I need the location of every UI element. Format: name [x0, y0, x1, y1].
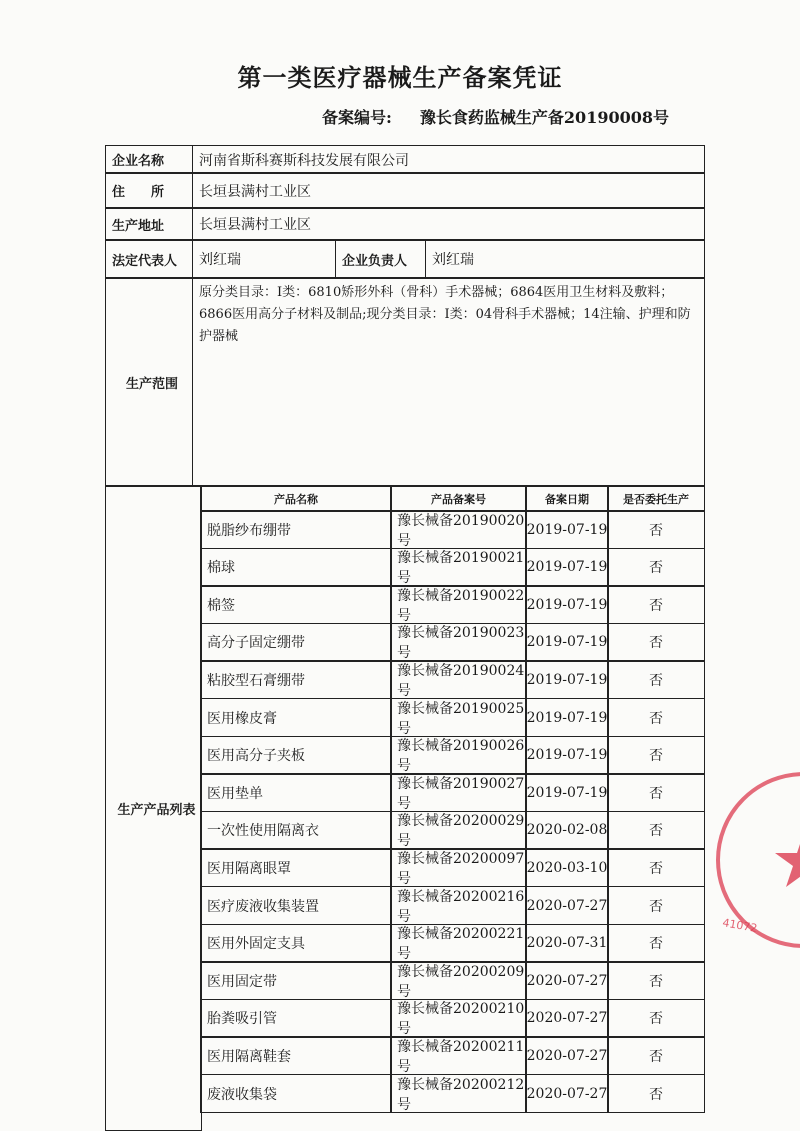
- record-date: 2019-07-19: [525, 773, 609, 812]
- entrusted-flag: 否: [607, 660, 705, 699]
- record-date: 2019-07-19: [525, 736, 609, 775]
- entrusted-flag: 否: [607, 886, 705, 925]
- product-name: 粘胶型石膏绷带: [200, 660, 392, 699]
- scope-value: 原分类目录：Ⅰ类：6810矫形外科（骨科）手术器械；6864医用卫生材料及敷料；6866医用高分子材料及制品;现分类目录：Ⅰ类：04骨科手术器械；14注输、护理和防护器械: [192, 277, 705, 487]
- legal-rep-value: 刘红瑞: [192, 239, 336, 279]
- scope-label: 生产范围: [105, 277, 193, 487]
- product-name: 脱脂纱布绷带: [200, 510, 392, 549]
- record-label: 备案编号:: [322, 108, 392, 127]
- products-label: 生产产品列表: [105, 485, 202, 1131]
- entrusted-flag: 否: [607, 811, 705, 850]
- record-date: 2020-03-10: [525, 848, 609, 887]
- seal-code: 41072: [721, 916, 759, 936]
- column-header: 产品名称: [200, 485, 392, 512]
- record-number-cell: 豫长械备20190026号: [390, 736, 527, 775]
- record-date: 2019-07-19: [525, 660, 609, 699]
- entrusted-flag: 否: [607, 961, 705, 1000]
- document-title: 第一类医疗器械生产备案凭证: [237, 63, 563, 92]
- address-value: 长垣县满村工业区: [192, 172, 705, 209]
- product-name: 医用垫单: [200, 773, 392, 812]
- record-number-cell: 豫长械备20190023号: [390, 623, 527, 662]
- record-date: 2020-07-27: [525, 961, 609, 1000]
- record-number-cell: 豫长械备20200221号: [390, 924, 527, 963]
- column-header: 是否委托生产: [607, 485, 705, 512]
- record-number-cell: 豫长械备20190020号: [390, 510, 527, 549]
- record-number-cell: 豫长械备20200029号: [390, 811, 527, 850]
- record-date: 2020-07-27: [525, 886, 609, 925]
- record-number-cell: 豫长械备20200211号: [390, 1036, 527, 1075]
- record-date: 2019-07-19: [525, 698, 609, 737]
- responsible-label: 企业负责人: [335, 239, 426, 279]
- record-number-cell: 豫长械备20190021号: [390, 548, 527, 587]
- address-label: 住 所: [105, 172, 193, 209]
- record-number-cell: 豫长械备20200216号: [390, 886, 527, 925]
- record-number: [322, 105, 669, 128]
- entrusted-flag: 否: [607, 510, 705, 549]
- product-name: 棉球: [200, 548, 392, 587]
- entrusted-flag: 否: [607, 848, 705, 887]
- entrusted-flag: 否: [607, 623, 705, 662]
- record-number-cell: 豫长械备20200210号: [390, 999, 527, 1038]
- record-number-cell: 豫长械备20190022号: [390, 585, 527, 624]
- entrusted-flag: 否: [607, 548, 705, 587]
- record-value: 豫长食药监械生产备20190008号: [419, 108, 669, 127]
- product-name: 医用橡皮膏: [200, 698, 392, 737]
- legal-rep-label: 法定代表人: [105, 239, 193, 279]
- record-number-cell: 豫长械备20190025号: [390, 698, 527, 737]
- record-date: 2019-07-19: [525, 623, 609, 662]
- record-number-cell: 豫长械备20190027号: [390, 773, 527, 812]
- record-number-cell: 豫长械备20200097号: [390, 848, 527, 887]
- record-number-cell: 豫长械备20190024号: [390, 660, 527, 699]
- entrusted-flag: 否: [607, 1074, 705, 1113]
- star-icon: [775, 832, 800, 887]
- record-date: 2020-07-27: [525, 1074, 609, 1113]
- entrusted-flag: 否: [607, 585, 705, 624]
- entrusted-flag: 否: [607, 924, 705, 963]
- product-name: 医用高分子夹板: [200, 736, 392, 775]
- entrusted-flag: 否: [607, 736, 705, 775]
- product-name: 一次性使用隔离衣: [200, 811, 392, 850]
- product-name: 医用隔离眼罩: [200, 848, 392, 887]
- product-name: 医疗废液收集装置: [200, 886, 392, 925]
- column-header: 备案日期: [525, 485, 609, 512]
- product-name: 胎粪吸引管: [200, 999, 392, 1038]
- record-number-cell: 豫长械备20200212号: [390, 1074, 527, 1113]
- product-name: 医用固定带: [200, 961, 392, 1000]
- product-name: 废液收集袋: [200, 1074, 392, 1113]
- production-address-label: 生产地址: [105, 207, 193, 241]
- record-date: 2019-07-19: [525, 548, 609, 587]
- column-header: 产品备案号: [390, 485, 527, 512]
- record-date: 2019-07-19: [525, 585, 609, 624]
- product-name: 医用隔离鞋套: [200, 1036, 392, 1075]
- record-date: 2020-02-08: [525, 811, 609, 850]
- responsible-value: 刘红瑞: [425, 239, 705, 279]
- record-date: 2020-07-31: [525, 924, 609, 963]
- official-seal: [712, 770, 800, 950]
- record-date: 2020-07-27: [525, 999, 609, 1038]
- entrusted-flag: 否: [607, 999, 705, 1038]
- record-date: 2020-07-27: [525, 1036, 609, 1075]
- entrusted-flag: 否: [607, 773, 705, 812]
- product-name: 棉签: [200, 585, 392, 624]
- entrusted-flag: 否: [607, 698, 705, 737]
- product-name: 高分子固定绷带: [200, 623, 392, 662]
- entrusted-flag: 否: [607, 1036, 705, 1075]
- product-name: 医用外固定支具: [200, 924, 392, 963]
- company-label: 企业名称: [105, 145, 193, 174]
- production-address-value: 长垣县满村工业区: [192, 207, 705, 241]
- record-number-cell: 豫长械备20200209号: [390, 961, 527, 1000]
- company-value: 河南省斯科赛斯科技发展有限公司: [192, 145, 705, 174]
- record-date: 2019-07-19: [525, 510, 609, 549]
